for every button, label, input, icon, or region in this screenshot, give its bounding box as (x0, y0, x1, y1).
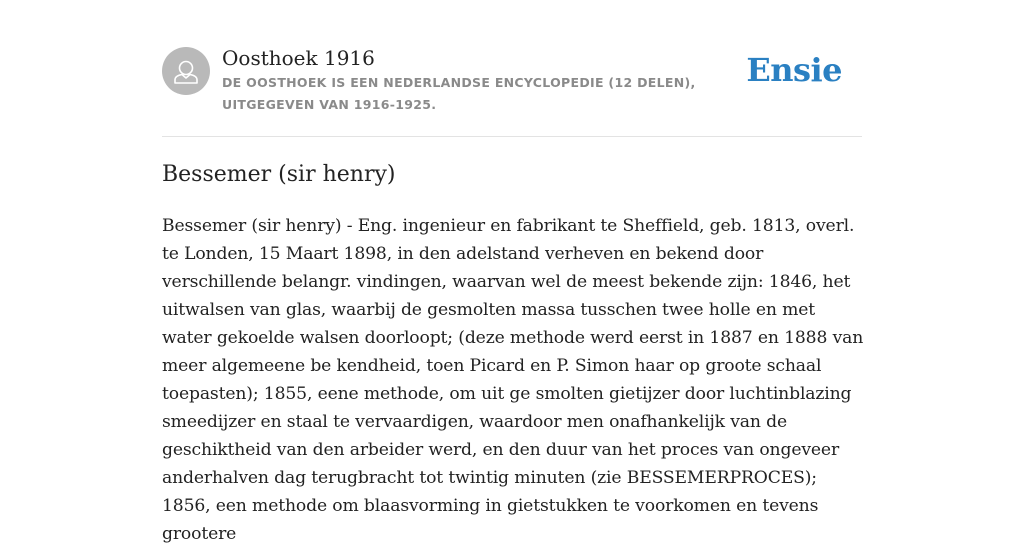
avatar-person-icon (162, 47, 210, 95)
article-body: Bessemer (sir henry) - Eng. ingenieur en fabrikant te Sheffield, geb. 1813, overl. te Londen, 15 Maart 1898, in den adelstand verheven en bekend door verschillende belangr. vindingen, waarvan wel de meest bekende zijn: 1846, het uitwalsen van glas, waarbij de gesmolten massa tusschen twee holle en met water gekoelde walsen doorloopt; (deze methode werd eerst in 1887 en 1888 van meer algemeene be kendheid, toen Picard en P. Simon haar op groote schaal toepasten); 1855, eene methode, om uit ge smolten gietijzer door luchtinblazing smeedijzer en staal te vervaardigen, waardoor men onafhankelijk van de geschiktheid van den arbeider werd, en den duur van het proces van ongeveer anderhalven dag terugbracht tot twintig minuten (zie BESSEMERPROCES); 1856, een methode om blaasvorming in gietstukken te voorkomen en tevens grootere (162, 216, 864, 544)
user-avatar-icon[interactable] (162, 47, 210, 95)
ensie-logo[interactable]: Ensie (746, 51, 842, 89)
source-description: DE OOSTHOEK IS EEN NEDERLANDSE ENCYCLOPEDIE (12 DELEN), UITGEGEVEN VAN 1916-1925. (222, 75, 696, 112)
source-title[interactable]: Oosthoek 1916 (222, 46, 375, 70)
article-title: Bessemer (sir henry) (162, 162, 396, 187)
source-header (162, 44, 862, 137)
